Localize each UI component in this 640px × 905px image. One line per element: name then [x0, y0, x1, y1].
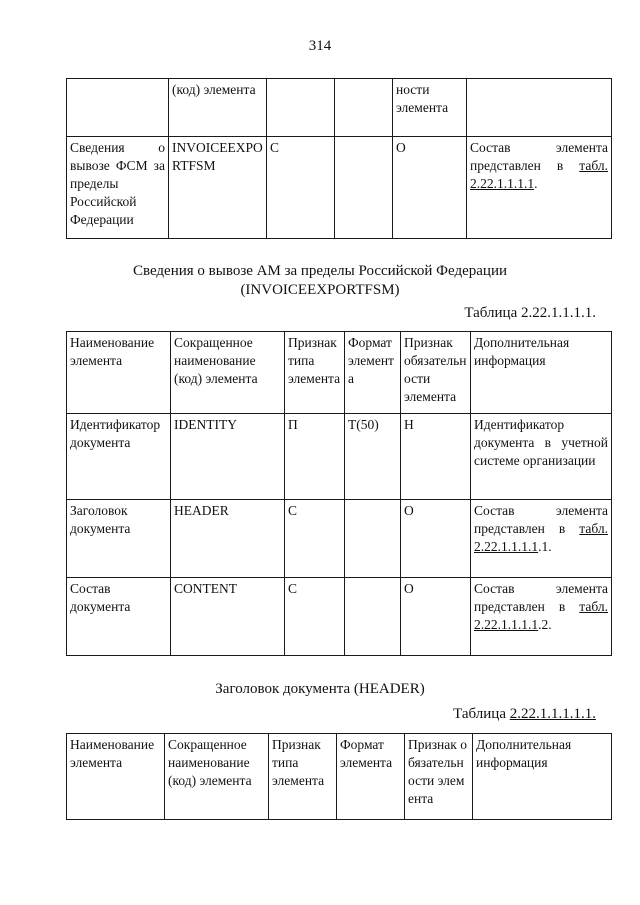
- cell: [335, 79, 393, 137]
- header-cell: Сокращенное наименование (код) элемента: [171, 332, 285, 414]
- cell-type: С: [285, 578, 345, 656]
- cell-type: С: [267, 137, 335, 239]
- header-cell: Дополнительная информация: [471, 332, 612, 414]
- section-title-line1: Сведения о вывозе АМ за пределы Российской Федерации: [132, 263, 508, 279]
- table-row: [67, 500, 612, 578]
- table-row: [67, 79, 612, 137]
- table-link[interactable]: табл. 2.22.1.1.1.1: [474, 521, 608, 554]
- cell-name: Заголовок документа: [67, 500, 171, 578]
- cell-type: П: [285, 414, 345, 500]
- section-title: [0, 262, 640, 300]
- table-link[interactable]: табл. 2.22.1.1.1.1: [470, 158, 608, 191]
- header-cell: Признак обязательности элемента: [401, 332, 471, 414]
- table-row: [67, 578, 612, 656]
- cell-format: [345, 578, 401, 656]
- header-cell: Наименование элемента: [67, 734, 165, 820]
- elements-table: [66, 331, 612, 656]
- table-row: [67, 137, 612, 239]
- section2-title: Заголовок документа (HEADER): [215, 681, 425, 697]
- continuation-table: [66, 78, 612, 239]
- cell: (код) элемента: [169, 79, 267, 137]
- header-cell: Признак типа элемента: [269, 734, 337, 820]
- info-suffix: .1.: [538, 539, 552, 554]
- cell-format: [335, 137, 393, 239]
- cell-required: О: [393, 137, 467, 239]
- cell-required: Н: [401, 414, 471, 500]
- header-cell: Формат элемента: [337, 734, 405, 820]
- cell: [467, 79, 612, 137]
- cell-code: CONTENT: [171, 578, 285, 656]
- table-header-row: [67, 332, 612, 414]
- cell-required: О: [401, 578, 471, 656]
- info-suffix: .: [534, 176, 538, 191]
- info-text: Состав элемента представлен в: [470, 140, 608, 173]
- cell-type: С: [285, 500, 345, 578]
- table-link[interactable]: табл. 2.22.1.1.1.1: [474, 599, 608, 632]
- header-cell: Дополнительная информация: [473, 734, 612, 820]
- header-cell: Сокращенное наименование (код) элемента: [165, 734, 269, 820]
- header-cell: Наименование элемента: [67, 332, 171, 414]
- cell-name: Состав документа: [67, 578, 171, 656]
- cell: [67, 79, 169, 137]
- cell-info: [471, 578, 612, 656]
- table-row: [67, 414, 612, 500]
- table-label-text: Таблица: [453, 706, 510, 722]
- info-text: Состав элемента представлен в: [474, 581, 608, 614]
- cell-name: Идентификатор документа: [67, 414, 171, 500]
- header-cell: Формат элемента: [345, 332, 401, 414]
- table-header-row: [67, 734, 612, 820]
- cell: [267, 79, 335, 137]
- cell-format: T(50): [345, 414, 401, 500]
- cell-code: HEADER: [171, 500, 285, 578]
- cell-required: О: [401, 500, 471, 578]
- info-text: Состав элемента представлен в: [474, 503, 608, 536]
- info-suffix: .2.: [538, 617, 552, 632]
- cell-name: Сведения о вывозе ФСМ за пределы Российской Федерации: [67, 137, 169, 239]
- table-label-2: [453, 706, 596, 723]
- cell-info: Идентификатор документа в учетной системе организации: [471, 414, 612, 500]
- table-label-link[interactable]: 2.22.1.1.1.1.1.: [509, 706, 596, 722]
- table-label: Таблица 2.22.1.1.1.1.: [464, 305, 596, 321]
- header-cell: Признак типа элемента: [285, 332, 345, 414]
- section-title-line2: (INVOICEEXPORTFSM): [240, 282, 400, 298]
- cell-info: [471, 500, 612, 578]
- cell-code: IDENTITY: [171, 414, 285, 500]
- cell: ности элемента: [393, 79, 467, 137]
- cell-code: INVOICEEXPORTFSM: [169, 137, 267, 239]
- cell-format: [345, 500, 401, 578]
- header-cell: Признак обязательности элемента: [405, 734, 473, 820]
- header-elements-table: [66, 733, 612, 820]
- cell-info: [467, 137, 612, 239]
- page-number: 314: [308, 38, 332, 54]
